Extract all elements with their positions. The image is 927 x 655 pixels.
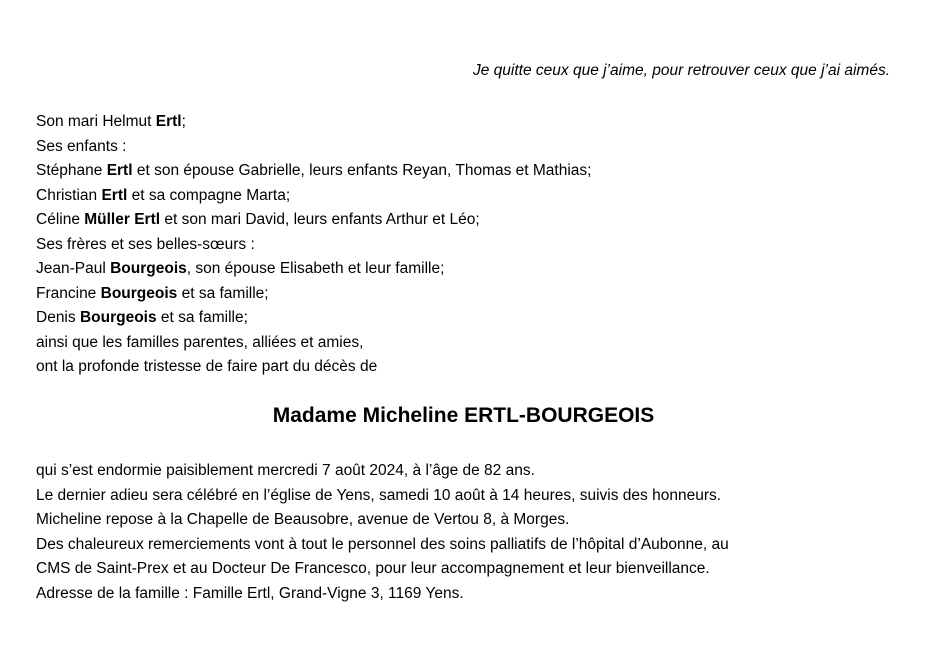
family-line: Ses enfants : <box>36 137 127 155</box>
epigraph-quote: Je quitte ceux que j’aime, pour retrouver ceux que j’ai aimés. <box>473 62 890 79</box>
funeral-details <box>36 459 729 606</box>
family-line: Stéphane Ertl et son épouse Gabrielle, leurs enfants Reyan, Thomas et Mathias; <box>36 162 592 179</box>
details-line: CMS de Saint-Prex et au Docteur De Francesco, pour leur accompagnement et leur bienveillance. <box>36 560 710 577</box>
family-line: Céline Müller Ertl et son mari David, leurs enfants Arthur et Léo; <box>36 211 480 228</box>
family-line: Christian Ertl et sa compagne Marta; <box>36 186 291 204</box>
family-line: Son mari Helmut Ertl; <box>36 113 186 130</box>
details-line: Micheline repose à la Chapelle de Beausobre, avenue de Vertou 8, à Morges. <box>36 511 570 528</box>
details-line: Le dernier adieu sera célébré en l’église de Yens, samedi 10 août à 14 heures, suivis des honneurs. <box>36 486 722 504</box>
family-line: Ses frères et ses belles-sœurs : <box>36 235 255 253</box>
family-announcement <box>36 110 591 380</box>
family-line: Francine Bourgeois et sa famille; <box>36 284 269 302</box>
details-line: Adresse de la famille : Famille Ertl, Grand-Vigne 3, 1169 Yens. <box>36 584 464 602</box>
family-line: Denis Bourgeois et sa famille; <box>36 309 248 326</box>
family-line: ont la profonde tristesse de faire part du décès de <box>36 358 378 375</box>
details-line: Des chaleureux remerciements vont à tout le personnel des soins palliatifs de l’hôpital d’Aubonne, au <box>36 535 729 553</box>
details-line: qui s’est endormie paisiblement mercredi 7 août 2024, à l’âge de 82 ans. <box>36 462 535 479</box>
family-line: Jean-Paul Bourgeois, son épouse Elisabeth et leur famille; <box>36 260 445 277</box>
deceased-name-heading: Madame Micheline ERTL-BOURGEOIS <box>272 404 655 427</box>
family-line: ainsi que les familles parentes, alliées et amies, <box>36 333 364 351</box>
